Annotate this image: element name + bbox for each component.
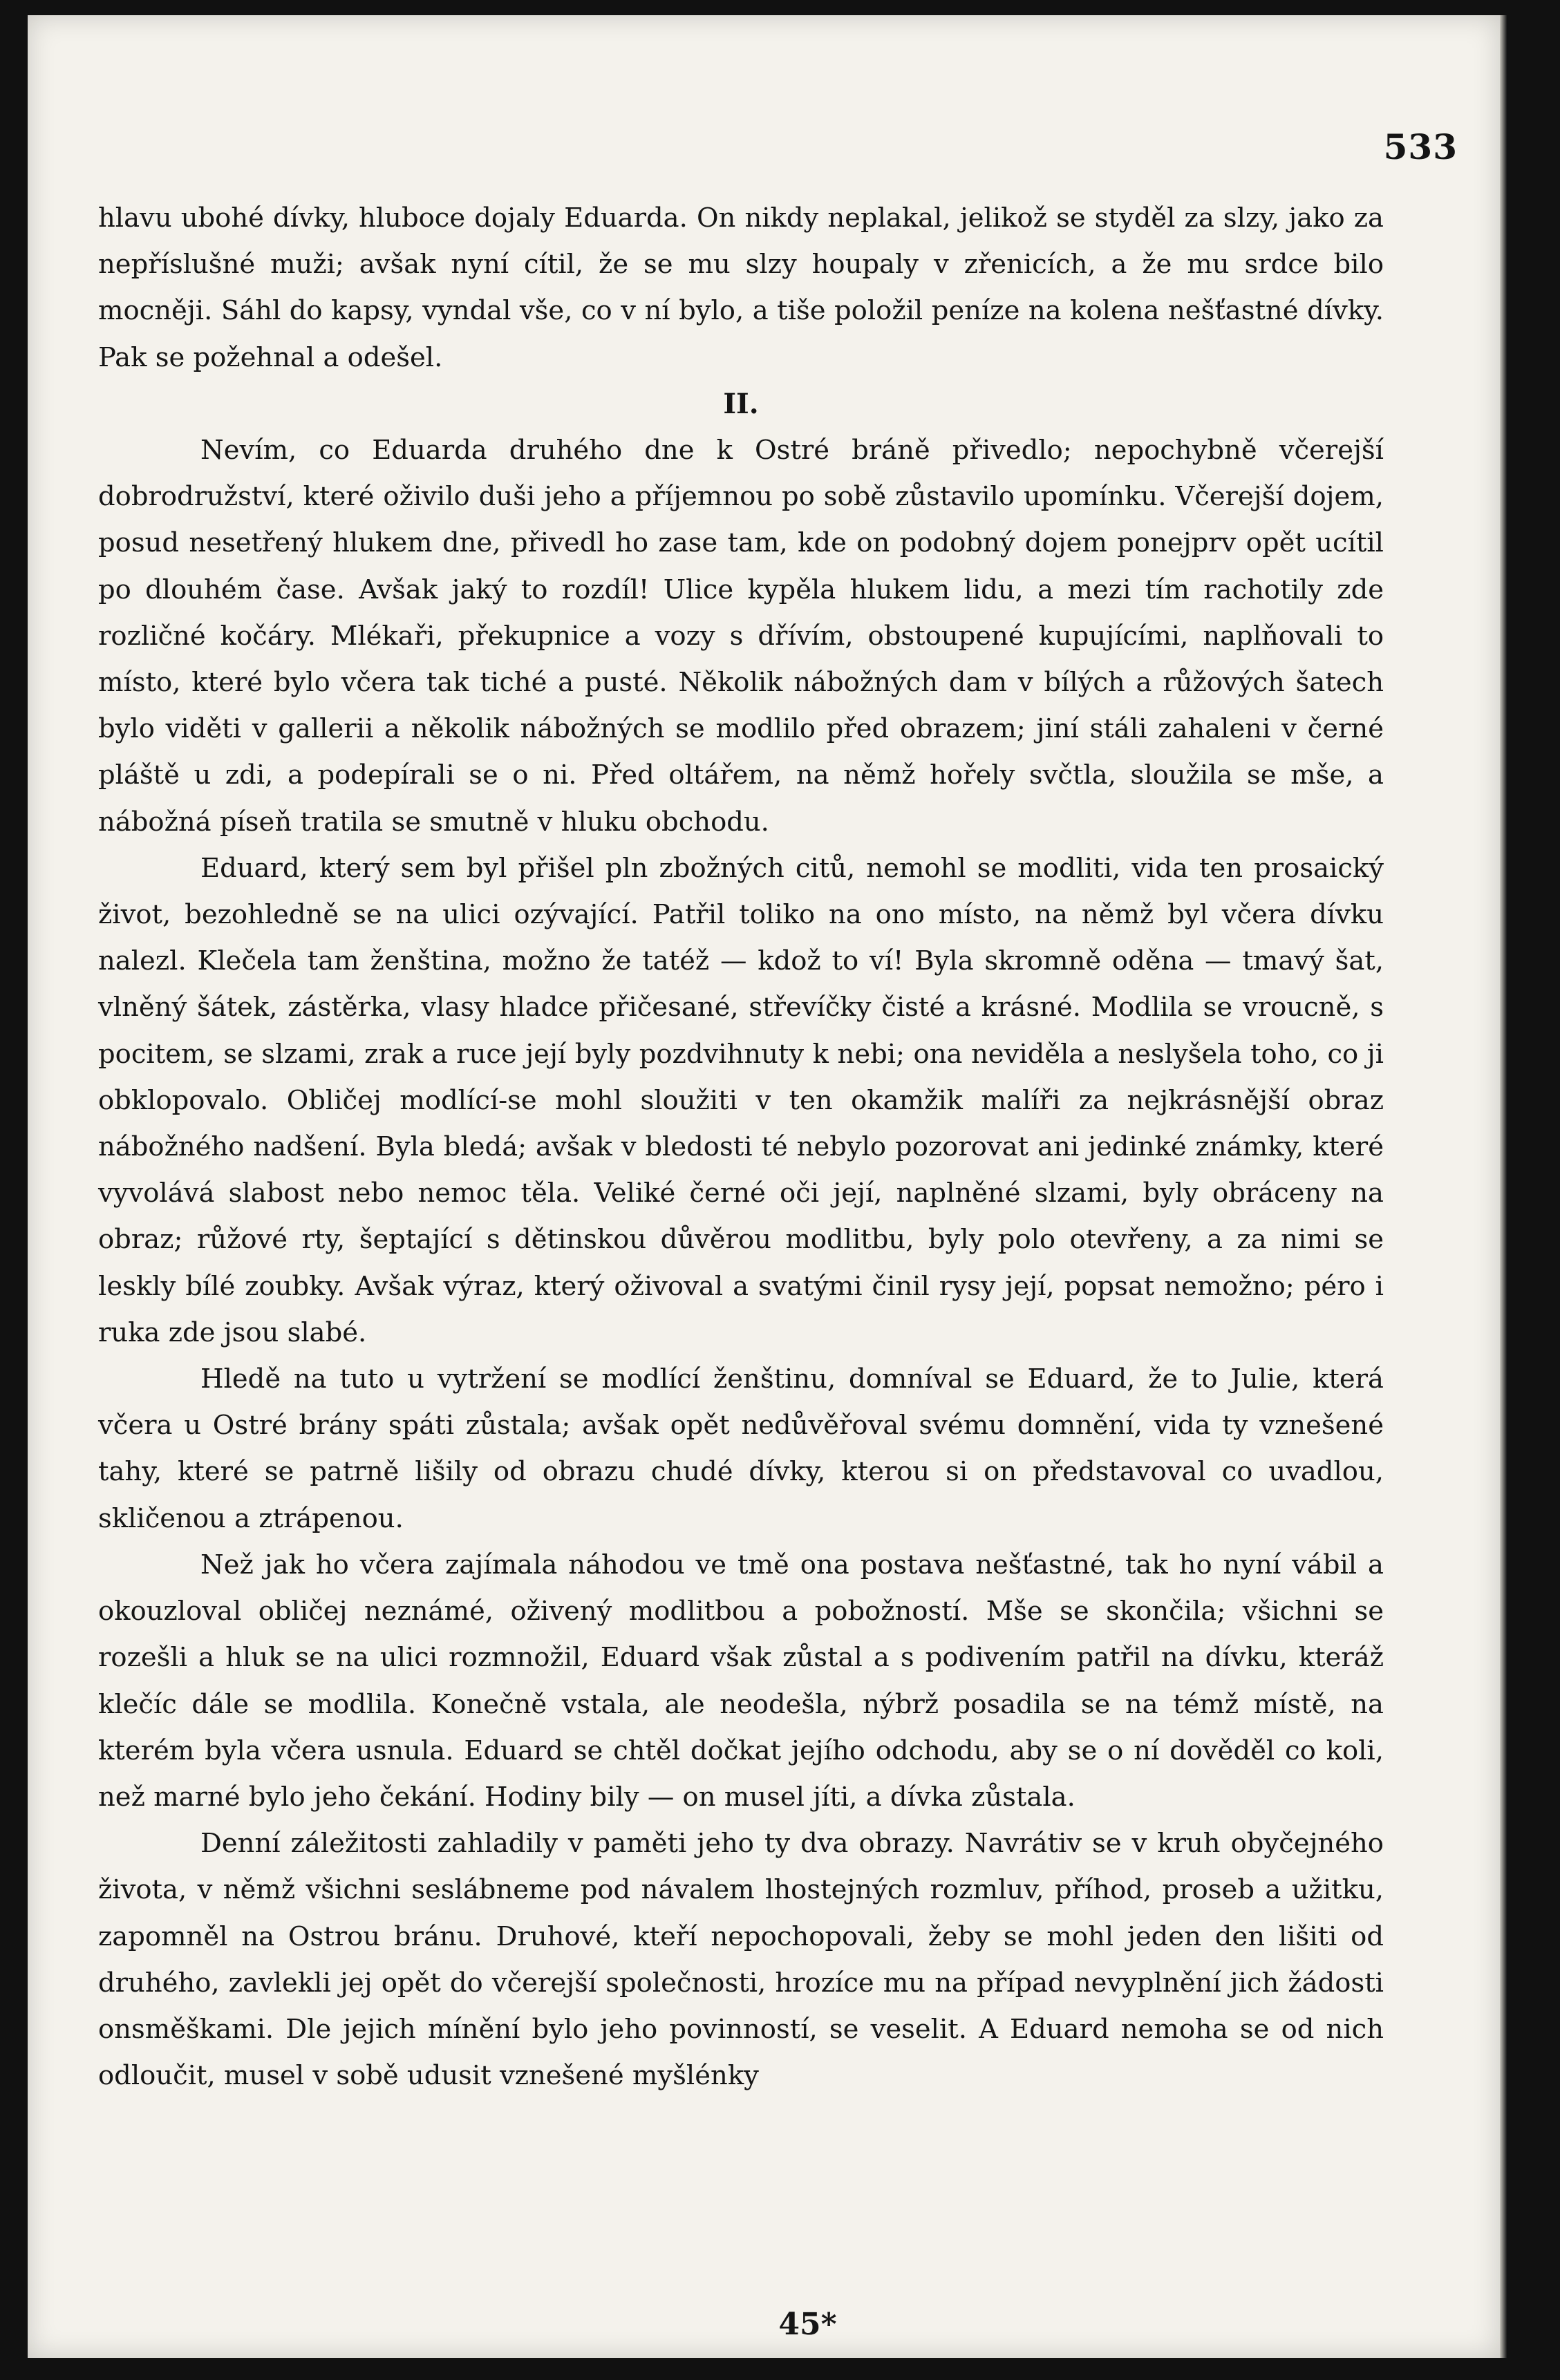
paragraph: Denní záležitosti zahladily v paměti jeho ty dva obrazy. Navrátiv se v kruh obyčejného života, v němž všichni seslábneme pod návalem lhostejných rozmluv, příhod, proseb a užitku, zapomněl na Ostrou bránu. Druhové, kteří nepochopovali, žeby se mohl jeden den lišiti od druhého, zavlekli jej opět do včerejší společnosti, hrozíce mu na případ nevyplnění jich žádosti onsměškami. Dle jejich mínění bylo jeho povinností, se veselit. A Eduard nemoha se od nich odloučit, musel v sobě udusit vznešené myšlénky [98, 1828, 1384, 2092]
page-body [98, 195, 1384, 2099]
page-number: 533 [1383, 126, 1458, 167]
paragraph: Než jak ho včera zajímala náhodou ve tmě ona postava nešťastné, tak ho nyní vábil a okouzloval obličej neznámé, oživený modlitbou a pobožností. Mše se skončila; všichni se rozešli a hluk se na ulici rozmnožil, Eduard však zůstal a s podivením patřil na dívku, kteráž klečíc dále se modlila. Konečně vstala, ale neodešla, nýbrž posadila se na témž místě, na kterém byla včera usnula. Eduard se chtěl dočkat jejího odchodu, aby se o ní dověděl co koli, než marné bylo jeho čekání. Hodiny bily — on musel jíti, a dívka zůstala. [98, 1549, 1384, 1813]
paragraph: Nevím, co Eduarda druhého dne k Ostré bráně přivedlo; nepochybně včerejší dobrodružství, které oživilo duši jeho a příjemnou po sobě zůstavilo upomínku. Včerejší dojem, posud nesetřený hlukem dne, přivedl ho zase tam, kde on podobný dojem ponejprv opět ucítil po dlouhém čase. Avšak jaký to rozdíl! Ulice kypěla hlukem lidu, a mezi tím rachotily zde rozličné kočáry. Mlékaři, překupnice a vozy s dřívím, obstoupené kupujícími, naplňovali to místo, které bylo včera tak tiché a pusté. Několik nábožných dam v bílých a růžových šatech bylo viděti v gallerii a několik nábožných se modlilo před obrazem; jiní stáli zahaleni v černé pláště u zdi, a podepírali se o ni. Před oltářem, na němž hořely svčtla, sloužila se mše, a nábožná píseň tratila se smutně v hluku obchodu. [98, 435, 1384, 838]
section-heading: II. [723, 387, 759, 420]
page-edge-shadow [1500, 15, 1507, 2358]
paragraph-continuation: hlavu ubohé dívky, hluboce dojaly Eduarda. On nikdy neplakal, jelikož se styděl za slzy, jako za nepříslušné muži; avšak nyní cítil, že se mu slzy houpaly v zřenicích, a že mu srdce bilo mocněji. Sáhl do kapsy, vyndal vše, co v ní bylo, a tiše položil peníze na kolena nešťastné dívky. Pak se požehnal a odešel. [98, 202, 1384, 373]
paragraph: Hledě na tuto u vytržení se modlící ženštinu, domníval se Eduard, že to Julie, která včera u Ostré brány spáti zůstala; avšak opět nedůvěřoval svému domnění, vida ty vznešené tahy, které se patrně lišily od obrazu chudé dívky, kterou si on představoval co uvadlou, skličenou a ztrápenou. [98, 1363, 1384, 1534]
signature-text: 45* [778, 2307, 837, 2342]
paragraph: Eduard, který sem byl přišel pln zbožných citů, nemohl se modliti, vida ten prosaický život, bezohledně se na ulici ozývající. Patřil toliko na ono místo, na němž byl včera dívku nalezl. Klečela tam ženština, možno že tatéž — kdož to ví! Byla skromně oděna — tmavý šat, vlněný šátek, zástěrka, vlasy hladce přičesané, střevíčky čisté a krásné. Modlila se vroucně, s pocitem, se slzami, zrak a ruce její byly pozdvihnuty k nebi; ona neviděla a neslyšela toho, co ji obklopovalo. Obličej modlící-se mohl sloužiti v ten okamžik malíři za nejkrásnější obraz nábožného nadšení. Byla bledá; avšak v bledosti té nebylo pozorovat ani jedinké známky, které vyvolává slabost nebo nemoc těla. Veliké černé oči její, naplněné slzami, byly obráceny na obraz; růžové rty, šeptající s dětinskou důvěrou modlitbu, byly polo otevřeny, a za nimi se leskly bílé zoubky. Avšak výraz, který oživoval a svatými činil rysy její, popsat nemožno; péro i ruka zde jsou slabé. [98, 852, 1384, 1348]
printer-signature-mark [0, 2307, 1560, 2342]
